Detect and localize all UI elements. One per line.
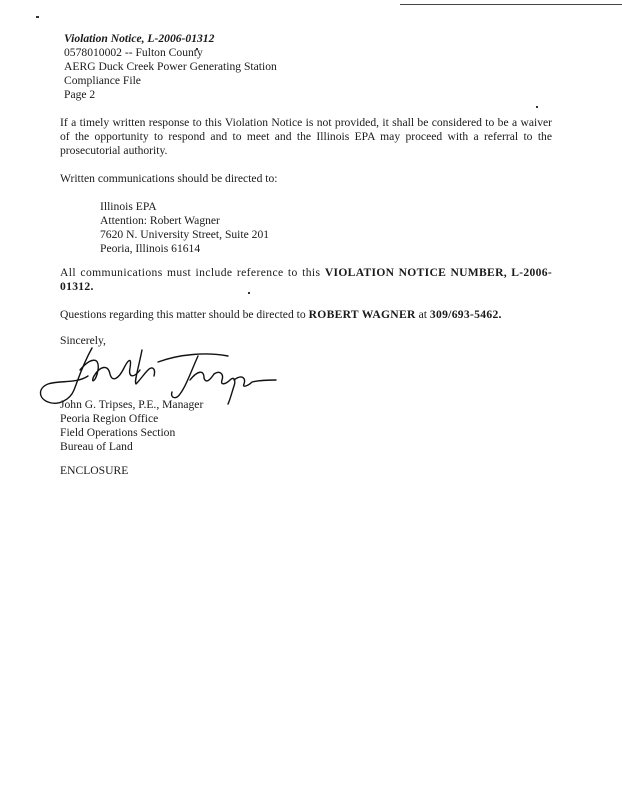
contact-phone: 309/693-5462.: [429, 308, 502, 321]
signer-name-title: John G. Tripses, P.E., Manager: [60, 398, 204, 411]
address-agency: Illinois EPA: [100, 200, 157, 213]
paragraph-questions-contact: [60, 308, 552, 322]
reference-text: All communications must include reference to this: [60, 266, 321, 279]
header-facility-id: 0578010002 -- Fulton County: [64, 46, 203, 59]
scan-speck: [536, 106, 538, 108]
address-attention: Attention: Robert Wagner: [100, 214, 220, 227]
scan-speck: [36, 16, 39, 18]
scan-top-rule: [400, 4, 622, 5]
signer-block: [60, 398, 203, 454]
closing-salutation: Sincerely,: [60, 334, 106, 347]
header-title: Violation Notice, L-2006-01312: [64, 32, 215, 45]
paragraph-reference-requirement: [60, 266, 552, 294]
header-facility-name: AERG Duck Creek Power Generating Station: [64, 60, 277, 73]
paragraph-communications-intro: Written communications should be directed to:: [60, 172, 278, 185]
questions-text: Questions regarding this matter should be directed to: [60, 308, 306, 321]
signer-office: Peoria Region Office: [60, 412, 159, 425]
contact-name: ROBERT WAGNER: [308, 308, 416, 321]
signer-bureau: Bureau of Land: [60, 440, 133, 453]
violation-notice-number: VIOLATION NOTICE NUMBER, L-2006-01312.: [60, 266, 552, 293]
letter-header: [64, 32, 277, 102]
mailing-address: [100, 200, 269, 256]
address-street: 7620 N. University Street, Suite 201: [100, 228, 270, 241]
enclosure-note: ENCLOSURE: [60, 464, 129, 477]
paragraph-response-warning: If a timely written response to this Violation Notice is not provided, it shall be considered to be a waiver of the opportunity to respond and to meet and the Illinois EPA may proceed with a referral to the prosecutorial authority.: [60, 116, 552, 157]
address-city: Peoria, Illinois 61614: [100, 242, 201, 255]
header-page-number: Page 2: [64, 88, 96, 101]
signer-section: Field Operations Section: [60, 426, 176, 439]
contact-at: at: [418, 308, 427, 321]
header-file: Compliance File: [64, 74, 141, 87]
